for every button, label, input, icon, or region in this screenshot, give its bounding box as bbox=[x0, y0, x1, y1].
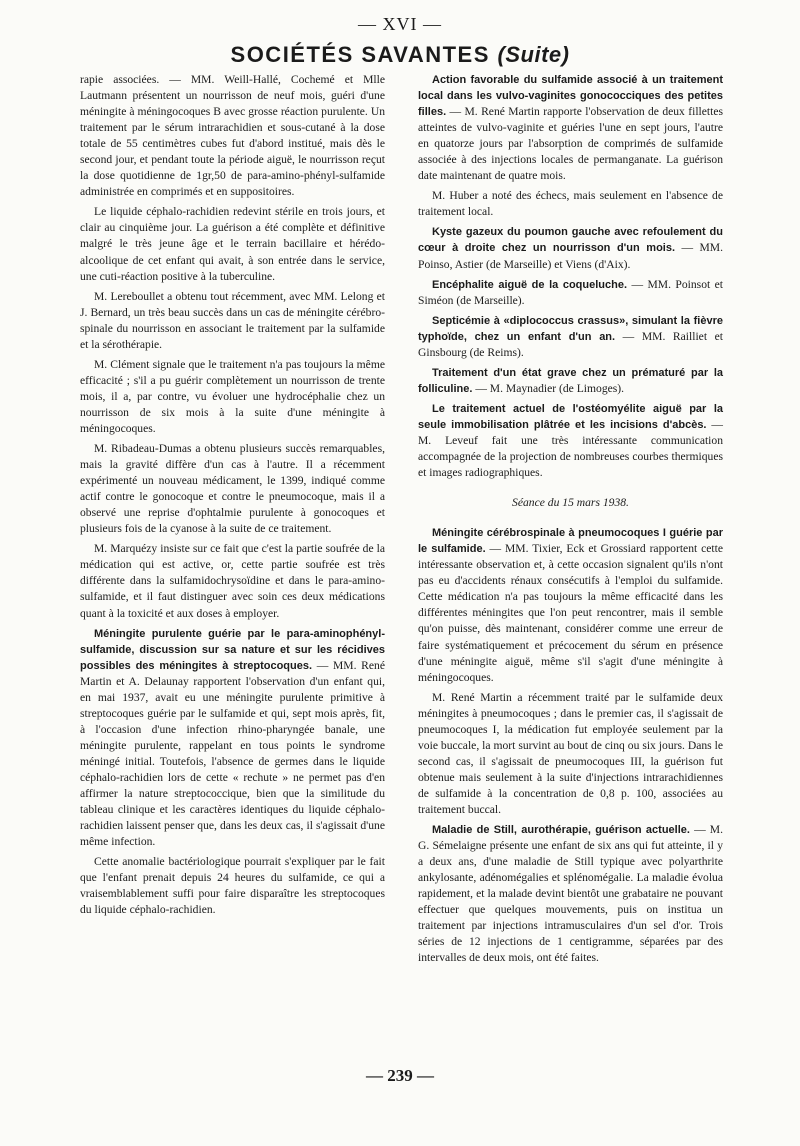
paragraph: M. Huber a noté des échecs, mais seulement en l'absence de traitement local. bbox=[418, 189, 723, 219]
article-entry: Traitement d'un état grave chez un prématuré par la folliculine. — M. Maynadier (de Limoges). bbox=[418, 366, 723, 395]
section-title-text: SOCIÉTÉS SAVANTES bbox=[230, 42, 490, 67]
article-heading: Septicémie à «diplococcus crassus», simulant la fièvre typhoïde, chez un enfant d'un an. bbox=[418, 314, 723, 343]
article-entry: Action favorable du sulfamide associé à un traitement local dans les vulvo-vaginites gonococciques des petites filles. — M. René Martin rapporte l'observation de deux fillettes atteintes de vulvo-vaginite et guéries l'une en sept jours, l'autre en quatorze jours par l'absorption de comprimés de sulfamide associée à des injections locales de permanganate. La guérison date maintenant de quatre mois. bbox=[418, 74, 724, 183]
article-entry: Méningite cérébrospinale à pneumocoques I guérie par le sulfamide. — MM. Tixier, Eck et Grossiard rapportent cette intéressante observation et, à cette occasion signalent qu'ils n'ont pas eu d'accidents rénaux consécutifs à l'emploi du sulfamide. Cette médication n'a pas toujours la même efficacité dans les différentes méningites que l'on peut rencontrer, mais il semble qu'on puisse, dès maintenant, considérer comme une erreur de faire systématiquement et précocement du sérum en présence d'une méningite aiguë, même s'il s'agit d'une méningite à méningocoques. bbox=[418, 527, 723, 684]
section-title-suffix: (Suite) bbox=[497, 42, 570, 67]
article-entry: Méningite purulente guérie par le para-aminophényl-sulfamide, discussion sur sa nature et sur les récidives possibles des méningites à streptocoques. — MM. René Martin et A. Delaunay rapportent l'observation d'un enfant qui, en mai 1937, avait eu une méningite purulente primitive à streptocoques guérie par le sulfamide et qui, sept mois après, fit, à l'occasion d'une infection rhino-pharyngée banale, une méningite purulente, rappelant en tous points le syndrome méningé initial. Toutefois, l'absence de germes dans le liquide céphalo-rachidien lors de cette « rechute » ne permet pas d'en affirmer la nature streptococcique, bien que la similitude du tableau clinique et les caractères identiques du liquide céphalo-rachidien laissent penser que, dans les deux cas, il s'agissait d'une même infection. bbox=[80, 627, 385, 849]
article-heading: Maladie de Still, aurothérapie, guérison actuelle. bbox=[432, 824, 690, 837]
article-heading: Encéphalite aiguë de la coqueluche. bbox=[432, 278, 628, 291]
article-entry: Le traitement actuel de l'ostéomyélite aiguë par la seule immobilisation plâtrée et les incisions d'abcès. — M. Leveuf fait une très intéressante communication accompagnée de la projection de nombreuses courbes thermiques et images radiographiques. bbox=[418, 402, 723, 480]
article-heading: Méningite purulente guérie par le para-aminophényl-sulfamide, discussion sur sa nature et sur les récidives possibles des méningites à streptocoques. bbox=[80, 627, 385, 672]
article-entry: Kyste gazeux du poumon gauche avec refoulement du cœur à droite chez un nourrisson d'un mois. — MM. Poinso, Astier (de Marseille) et Viens (d'Aix). bbox=[418, 226, 723, 271]
right-column bbox=[418, 72, 723, 970]
paragraph: M. Lereboullet a obtenu tout récemment, avec MM. Lelong et J. Bernard, un très beau succès dans un cas de méningite cérébro-spinale du nourrisson en associant le traitement par la sulfamide et la sérothérapie. bbox=[80, 289, 385, 351]
paragraph: rapie associées. — MM. Weill-Hallé, Cochemé et Mlle Lautmann présentent un nourrisson de neuf mois, guéri d'une méningite à méningocoques B avec grosse réaction purulente. Un traitement par le sérum intrarachidien et sous-cutané à la dose totale de 55 centimètres cubes fut d'abord institué, mais dès le second jour, et pendant toute la période aiguë, le nourrisson reçut la dose quotidienne de 1gr,50 de para-amino-phényl-sulfamide administrée en comprimés et en suppositoires. bbox=[80, 73, 385, 199]
paragraph: M. René Martin a récemment traité par le sulfamide deux méningites à pneumocoques ; dans le premier cas, il s'agissait de pneumocoques I, la médication fut employée seulement par la voie buccale, la mort survint au bout de cinq ou six jours. Dans le second cas, il s'agissait de pneumocoques III, la guérison fut obtenue mais seulement à la suite d'injections intrarachidiennes de sulfamide à la concentration de 0,8 p. 100, associées au traitement buccal. bbox=[418, 690, 723, 816]
session-date: Séance du 15 mars 1938. bbox=[512, 496, 629, 510]
article-heading: Méningite cérébrospinale à pneumocoques I guérie par le sulfamide. bbox=[418, 527, 723, 556]
paragraph: Le liquide céphalo-rachidien redevint stérile en trois jours, et clair au cinquième jour. La guérison a été complète et définitive malgré le très jeune âge et le terrain bacillaire et hérédo-alcoolique de cet enfant qui avait, à son entrée dans le service, une cuti-réaction positive à la tuberculine. bbox=[80, 205, 385, 283]
page-roman-numeral: — XVI — bbox=[358, 14, 442, 34]
article-heading: Traitement d'un état grave chez un prématuré par la folliculine. bbox=[418, 366, 723, 395]
article-entry: Maladie de Still, aurothérapie, guérison actuelle. — M. G. Sémelaigne présente une enfant de six ans qui fut atteinte, il y a deux ans, d'une maladie de Still typique avec polyarthrite ankylosante, adénomégalies et splénomégalie. La maladie évolua rapidement, et la malade devint bientôt une grabataire ne pouvant effectuer que quelques mouvements, puis on institua un traitement par injections intramusculaires d'un sel d'or. Trois séries de 12 injections de 1 centigramme, séparées par des intervalles de deux mois, ont été faites. bbox=[418, 823, 723, 965]
article-heading: Le traitement actuel de l'ostéomyélite aiguë par la seule immobilisation plâtrée et les incisions d'abcès. bbox=[418, 402, 723, 431]
paragraph: M. Clément signale que le traitement n'a pas toujours la même efficacité ; s'il a pu guérir complètement un nourrisson de trente mois, il a, par contre, vu évoluer une hydrocéphalie chez un nourrisson de six mois à la suite d'une méningite à méningocoques. bbox=[80, 357, 385, 435]
paragraph: Cette anomalie bactériologique pourrait s'expliquer par le fait que l'enfant prenait depuis 24 heures du sulfamide, ce qui a vraisemblablement suffi pour faire disparaître les streptocoques du liquide céphalo-rachidien. bbox=[80, 855, 385, 917]
article-entry: Septicémie à «diplococcus crassus», simulant la fièvre typhoïde, chez un enfant d'un an. — MM. Railliet et Ginsbourg (de Reims). bbox=[418, 314, 723, 359]
article-heading: Kyste gazeux du poumon gauche avec refoulement du cœur à droite chez un nourrisson d'un mois. bbox=[418, 226, 723, 255]
article-heading: Action favorable du sulfamide associé à un traitement local dans les vulvo-vaginites gonococciques des petites filles. bbox=[418, 74, 723, 119]
article-entry: Encéphalite aiguë de la coqueluche. — MM. Poinsot et Siméon (de Marseille). bbox=[418, 277, 724, 307]
paragraph: M. Marquézy insiste sur ce fait que c'est la partie soufrée de la médication qui est active, or, cette partie soufrée est très différente dans la sulfamidochrysoïdine et dans le para-amino-sulfamide, et il faut distinguer avec soin ces deux médications quant à la toxicité et aux doses à employer. bbox=[80, 542, 385, 620]
page-number: — 239 — bbox=[366, 1066, 434, 1085]
left-column bbox=[80, 72, 385, 922]
section-title bbox=[0, 42, 800, 68]
paragraph: M. Ribadeau-Dumas a obtenu plusieurs succès remarquables, mais la gravité diffère d'un cas à l'autre. Il a récemment expérimenté un nouveau médicament, le 1399, indiqué comme actif contre le gonocoque et contre le pneumocoque, mais il a observé une reprise d'ophtalmie purulente à gonocoques et plusieurs fois de la cyanose à la suite de ce traitement. bbox=[80, 442, 385, 536]
